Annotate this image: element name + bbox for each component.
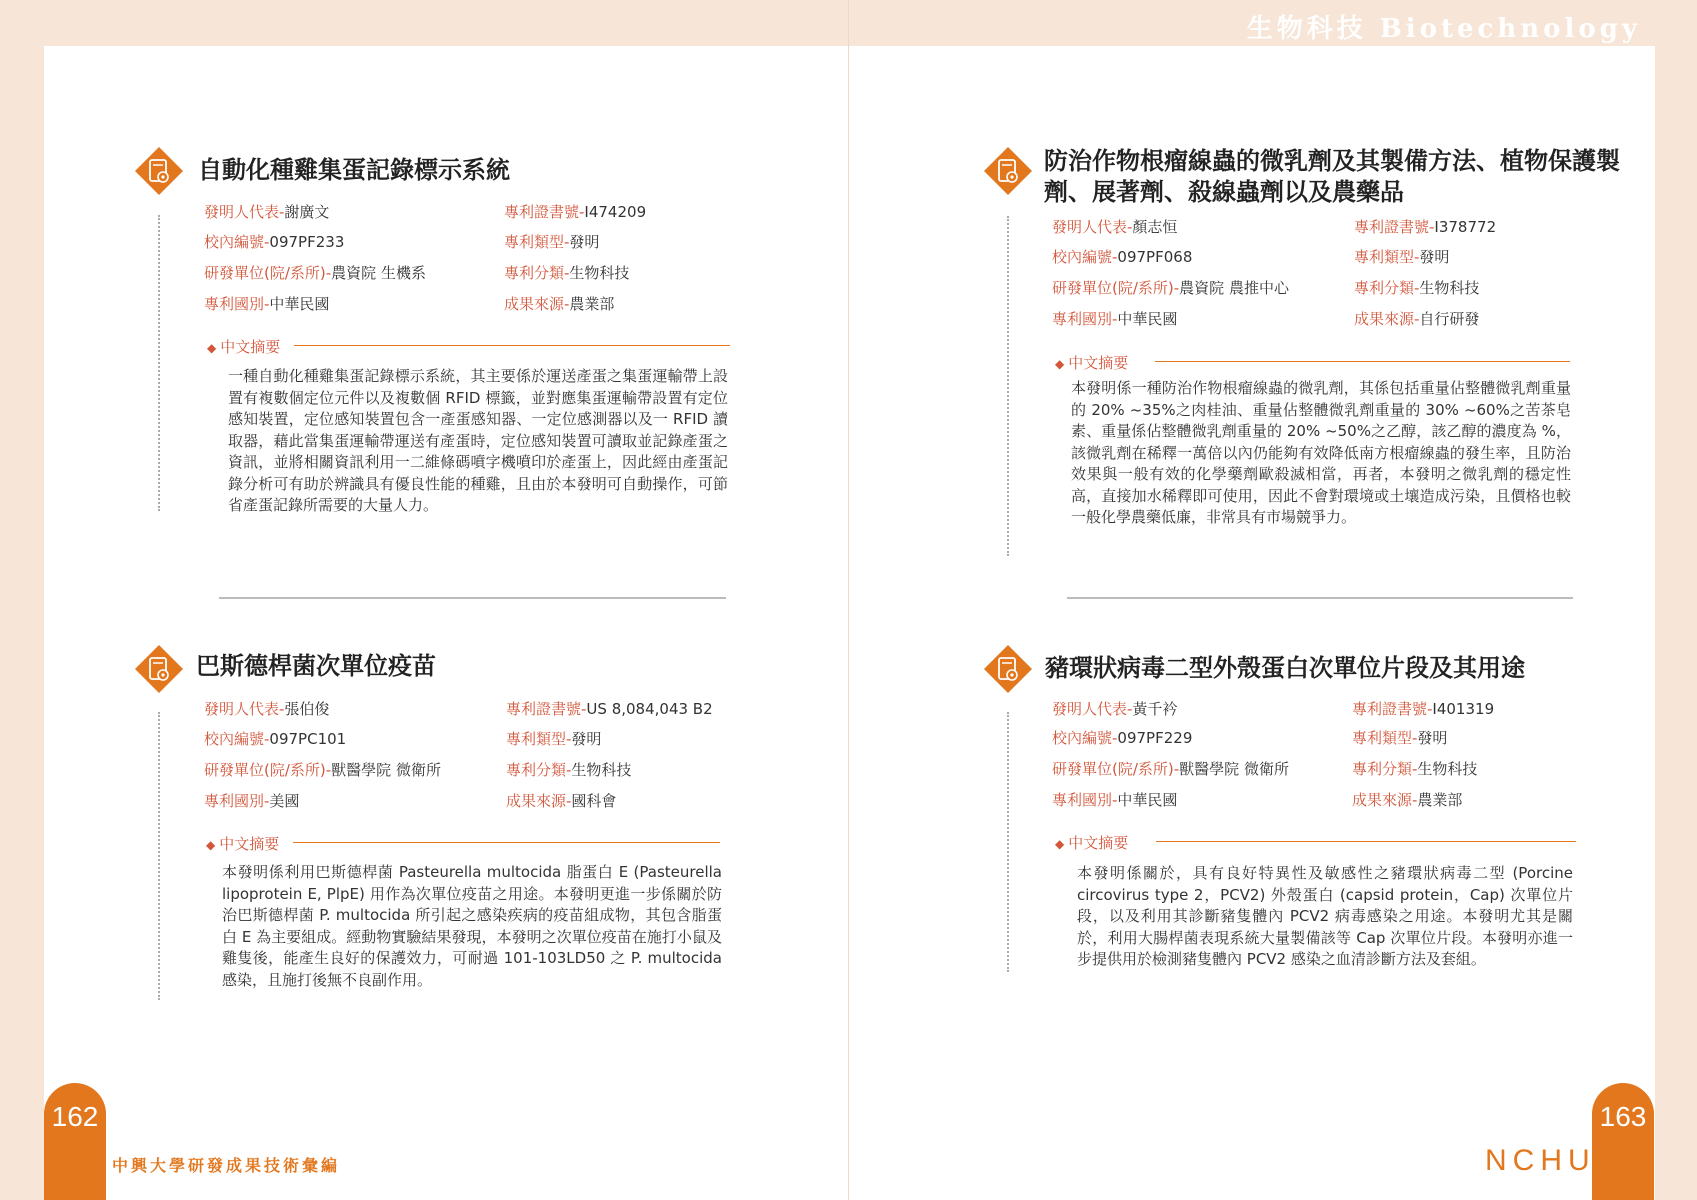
- patent-document-icon: [983, 146, 1033, 196]
- patent-title: 防治作物根瘤線蟲的微乳劑及其製備方法、植物保護製劑、展著劑、殺線蟲劑以及農藥品: [1044, 147, 1620, 206]
- source-field: 成果來源-農業部: [1352, 791, 1463, 809]
- internal-id-field: 校內編號-097PF233: [204, 233, 345, 251]
- dotted-guide: [1007, 712, 1009, 972]
- country-field: 專利國別-美國: [204, 792, 300, 810]
- patent-entry: [983, 644, 1643, 984]
- section-header-title: 生物科技 Biotechnology: [1246, 14, 1641, 44]
- source-field: 成果來源-自行研發: [1354, 310, 1480, 328]
- patent-no-field: 專利證書號-US 8,084,043 B2: [506, 700, 713, 718]
- unit-field: 研發單位(院/系所)-農資院 生機系: [204, 264, 426, 282]
- diamond-bullet-icon: ◆: [1055, 357, 1065, 371]
- patent-document-icon: [134, 644, 184, 694]
- summary-divider: [293, 842, 720, 843]
- patent-title: 巴斯德桿菌次單位疫苗: [196, 652, 436, 680]
- summary-heading: ◆ 中文摘要: [206, 835, 280, 853]
- internal-id-field: 校內編號-097PF229: [1052, 729, 1193, 747]
- patent-entry: [134, 644, 834, 1004]
- unit-field: 研發單位(院/系所)-獸醫學院 微衛所: [1052, 760, 1289, 778]
- unit-field: 研發單位(院/系所)-農資院 農推中心: [1052, 279, 1289, 297]
- unit-field: 研發單位(院/系所)-獸醫學院 微衛所: [204, 761, 441, 779]
- dotted-guide: [1007, 216, 1009, 556]
- patent-title: 豬環狀病毒二型外殼蛋白次單位片段及其用途: [1045, 654, 1525, 682]
- entry-separator: [1067, 597, 1573, 599]
- patent-type-field: 專利類型-發明: [1352, 729, 1448, 747]
- internal-id-field: 校內編號-097PF068: [1052, 248, 1193, 266]
- inventor-field: 發明人代表-張伯俊: [204, 700, 330, 718]
- source-field: 成果來源-農業部: [504, 295, 615, 313]
- summary-divider: [1156, 841, 1576, 842]
- summary-text: 本發明係一種防治作物根瘤線蟲的微乳劑，其係包括重量佔整體微乳劑重量的 20% ~35%之肉桂油、重量佔整體微乳劑重量的 30% ~60%之苦茶皂素、重量係佔整體微乳劑重量的 20% ~50%之乙醇，該乙醇的濃度為 %，該微乳劑在稀釋一萬倍以內仍能夠有效降低南方根瘤線蟲的發生率，且防治效果與一般有效的化學藥劑歐殺滅相當，再者，本發明之微乳劑的穩定性高，直接加水稀釋即可使用，因此不會對環境或土壤造成污染，且價格也較一般化學農藥低廉，非常具有市場競爭力。: [1071, 379, 1571, 526]
- summary-text: 一種自動化種雞集蛋記錄標示系統，其主要係於運送產蛋之集蛋運輸帶上設置有複數個定位元件以及複數個 RFID 標籤，並對應集蛋運輸帶設置有定位感知裝置，定位感知裝置包含一產蛋感知器、一定位感測器以及一 RFID 讀取器，藉此當集蛋運輸帶運送有產蛋時，定位感知裝置可讀取並記錄產蛋之資訊，並將相關資訊利用一二維條碼噴字機噴印於產蛋上，因此經由產蛋記錄分析可有助於辨識具有優良性能的種雞，且由於本發明可自動操作，可節省產蛋記錄所需要的大量人力。: [228, 367, 728, 514]
- footer-publication-title: 中興大學研發成果技術彙編: [112, 1156, 341, 1175]
- country-field: 專利國別-中華民國: [1052, 310, 1178, 328]
- patent-type-field: 專利類型-發明: [504, 233, 600, 251]
- diamond-bullet-icon: ◆: [1055, 837, 1065, 851]
- entry-separator: [219, 597, 726, 599]
- summary-heading: ◆ 中文摘要: [1055, 354, 1129, 372]
- internal-id-field: 校內編號-097PC101: [204, 730, 347, 748]
- summary-text: 本發明係利用巴斯德桿菌 Pasteurella multocida 脂蛋白 E (Pasteurella lipoprotein E, PlpE) 用作為次單位疫苗之用途。本發明更進一步係關於防治巴斯德桿菌 P. multocida 所引起之感染疾病的疫苗組成物，其包含脂蛋白 E 為主要組成。經動物實驗結果發現，本發明之次單位疫苗在施打小鼠及雞隻後，能產生良好的保護效力，可耐過 101-103LD50 之 P. multocida 感染，且施打後無不良副作用。: [222, 863, 722, 989]
- patent-no-field: 專利證書號-I474209: [504, 203, 647, 221]
- category-field: 專利分類-生物科技: [504, 264, 630, 282]
- inventor-field: 發明人代表-謝廣文: [204, 203, 330, 221]
- patent-entry: [134, 146, 834, 546]
- patent-title: 自動化種雞集蛋記錄標示系統: [198, 156, 510, 184]
- page-number-left: 162: [44, 1083, 106, 1200]
- patent-entry: [983, 146, 1643, 566]
- patent-document-icon: [134, 146, 184, 196]
- patent-document-icon: [983, 644, 1033, 694]
- patent-no-field: 專利證書號-I401319: [1352, 700, 1495, 718]
- diamond-bullet-icon: ◆: [207, 341, 217, 355]
- gutter: [848, 0, 849, 1200]
- category-field: 專利分類-生物科技: [506, 761, 632, 779]
- diamond-bullet-icon: ◆: [206, 838, 216, 852]
- dotted-guide: [158, 712, 160, 1000]
- summary-divider: [294, 345, 730, 346]
- source-field: 成果來源-國科會: [506, 792, 617, 810]
- inventor-field: 發明人代表-黃千衿: [1052, 700, 1178, 718]
- patent-type-field: 專利類型-發明: [506, 730, 602, 748]
- summary-heading: ◆ 中文摘要: [1055, 834, 1129, 852]
- category-field: 專利分類-生物科技: [1352, 760, 1478, 778]
- summary-divider: [1155, 361, 1570, 362]
- patent-no-field: 專利證書號-I378772: [1354, 218, 1497, 236]
- footer-nchu-logo: NCHU: [1485, 1144, 1596, 1177]
- summary-text: 本發明係關於，具有良好特異性及敏感性之豬環狀病毒二型 (Porcine circovirus type 2，PCV2) 外殼蛋白 (capsid protein，Cap) 次單位片段，以及利用其診斷豬隻體內 PCV2 病毒感染之用途。本發明尤其是關於，利用大腸桿菌表現系統大量製備該等 Cap 次單位片段。本發明亦進一步提供用於檢測豬隻體內 PCV2 感染之血清診斷方法及套組。: [1077, 864, 1573, 968]
- country-field: 專利國別-中華民國: [204, 295, 330, 313]
- patent-type-field: 專利類型-發明: [1354, 248, 1450, 266]
- summary-heading: ◆ 中文摘要: [207, 338, 281, 356]
- country-field: 專利國別-中華民國: [1052, 791, 1178, 809]
- inventor-field: 發明人代表-顏志恒: [1052, 218, 1178, 236]
- category-field: 專利分類-生物科技: [1354, 279, 1480, 297]
- page-number-right: 163: [1592, 1083, 1654, 1200]
- dotted-guide: [158, 215, 160, 511]
